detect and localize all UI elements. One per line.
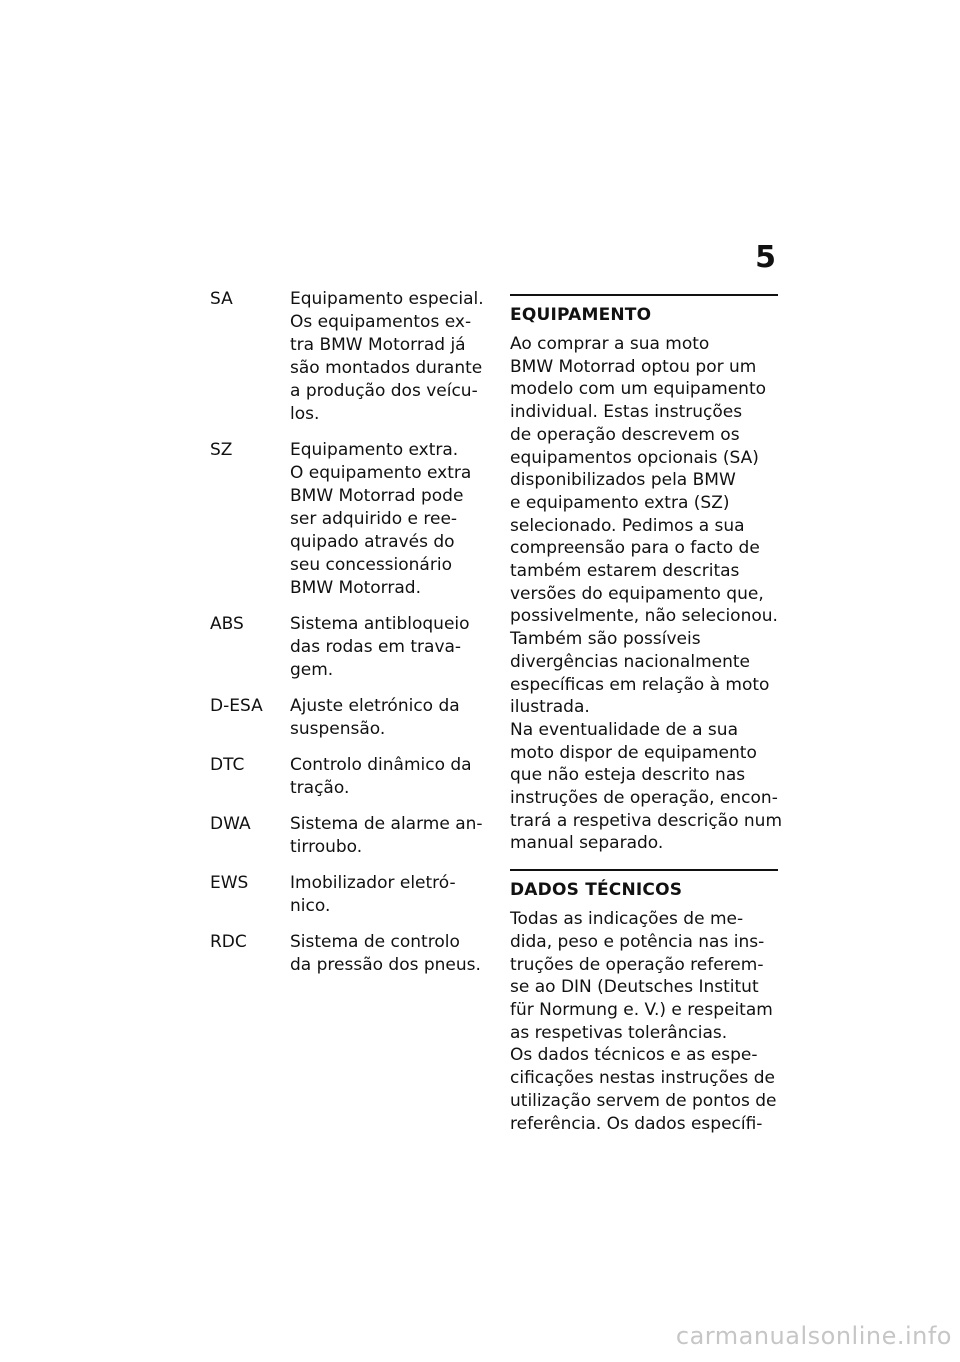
body-line: selecionado. Pedimos a sua (510, 515, 745, 536)
abbreviation-entry (210, 439, 490, 600)
definition-line: tra BMW Motorrad já (290, 335, 466, 355)
definition-line: quipado através do (290, 532, 455, 552)
abbreviation-term: SZ (210, 440, 233, 460)
abbreviation-term: D-ESA (210, 696, 263, 716)
page-number: 5 (755, 240, 776, 275)
body-line: für Normung e. V.) e respeitam (510, 999, 773, 1020)
body-line: ilustrada. (510, 697, 590, 718)
body-line: individual. Estas instruções (510, 402, 743, 423)
definition-line: tirroubo. (290, 837, 363, 857)
definition-line: Os equipamentos ex- (290, 312, 472, 332)
body-line: as respetivas tolerâncias. (510, 1022, 728, 1043)
body-line: Também são possíveis (510, 629, 701, 650)
body-line: Os dados técnicos e as espe- (510, 1045, 758, 1066)
body-line: específicas em relação à moto (510, 674, 770, 695)
definition-line: da pressão dos pneus. (290, 955, 481, 975)
definition-line: gem. (290, 660, 334, 680)
abbreviation-entry (210, 613, 490, 682)
definition-line: BMW Motorrad. (290, 578, 421, 598)
definition-line: Ajuste eletrónico da (290, 696, 460, 716)
abbreviation-definition (290, 695, 486, 741)
definition-line: O equipamento extra (290, 463, 472, 483)
body-line: disponibilizados pela BMW (510, 470, 736, 491)
abbreviation-entry (210, 754, 490, 800)
abbreviation-term: ABS (210, 614, 244, 634)
definition-line: Sistema de controlo (290, 932, 460, 952)
body-line: instruções de operação, encon- (510, 788, 778, 809)
definition-line: ser adquirido e ree- (290, 509, 458, 529)
abbreviation-term: EWS (210, 873, 249, 893)
abbreviation-definition (290, 931, 486, 977)
abbreviation-definition (290, 872, 486, 918)
definition-line: BMW Motorrad pode (290, 486, 464, 506)
body-line: BMW Motorrad optou por um (510, 356, 757, 377)
abbreviation-entry (210, 288, 490, 426)
body-line: Todas as indicações de me- (510, 909, 744, 930)
body-line: cificações nestas instruções de (510, 1068, 775, 1089)
right-column (510, 294, 782, 1149)
section-title: DADOS TÉCNICOS (510, 880, 683, 901)
definition-line: são montados durante (290, 358, 483, 378)
definition-line: Sistema de alarme an- (290, 814, 483, 834)
definition-line: tração. (290, 778, 350, 798)
body-line: Na eventualidade de a sua (510, 719, 738, 740)
body-line: dida, peso e potência nas ins- (510, 931, 765, 952)
abbreviation-definition (290, 288, 486, 426)
body-line: truções de operação referem- (510, 954, 764, 975)
body-line: compreensão para o facto de (510, 538, 760, 559)
definition-line: suspensão. (290, 719, 386, 739)
body-line: que não esteja descrito nas (510, 765, 746, 786)
body-line: também estarem descritas (510, 561, 740, 582)
section-body (510, 333, 782, 855)
abbreviation-definition (290, 813, 486, 859)
abbreviation-term: SA (210, 289, 233, 309)
abbreviation-entry (210, 931, 490, 977)
body-line: possivelmente, não selecionou. (510, 606, 778, 627)
body-line: moto dispor de equipamento (510, 742, 757, 763)
abbreviation-definition (290, 613, 486, 682)
abbreviation-entry (210, 872, 490, 918)
section-title: EQUIPAMENTO (510, 305, 652, 325)
body-line: equipamentos opcionais (SA) (510, 447, 759, 468)
definition-line: Imobilizador eletró- (290, 873, 456, 893)
body-line: e equipamento extra (SZ) (510, 492, 730, 513)
definition-line: los. (290, 404, 320, 424)
abbreviation-term: DTC (210, 755, 245, 775)
body-line: utilização servem de pontos de (510, 1090, 777, 1111)
section-divider (510, 294, 778, 296)
definition-line: Sistema antibloqueio (290, 614, 470, 634)
abbreviation-term: RDC (210, 932, 247, 952)
body-line: referência. Os dados específi- (510, 1113, 763, 1134)
abbreviation-definition (290, 439, 486, 600)
body-line: de operação descrevem os (510, 424, 740, 445)
section-equipamento (510, 294, 782, 855)
abbreviation-list (210, 288, 490, 990)
body-line: se ao DIN (Deutsches Institut (510, 977, 759, 998)
watermark-text: carmanualsonline.info (675, 1322, 952, 1350)
body-line: trará a respetiva descrição num (510, 810, 782, 831)
definition-line: a produção dos veícu- (290, 381, 478, 401)
body-line: divergências nacionalmente (510, 651, 750, 672)
definition-line: Equipamento especial. (290, 289, 484, 309)
body-line: modelo com um equipamento (510, 379, 767, 400)
body-line: Ao comprar a sua moto (510, 334, 710, 354)
section-body (510, 908, 778, 1135)
abbreviation-entry (210, 813, 490, 859)
abbreviation-entry (210, 695, 490, 741)
definition-line: nico. (290, 896, 331, 916)
body-line: versões do equipamento que, (510, 583, 764, 604)
definition-line: Controlo dinâmico da (290, 755, 472, 775)
body-line: manual separado. (510, 833, 664, 854)
section-divider (510, 869, 778, 871)
section-dados-tecnicos (510, 869, 778, 1135)
definition-line: Equipamento extra. (290, 440, 459, 460)
abbreviation-term: DWA (210, 814, 251, 834)
abbreviation-definition (290, 754, 486, 800)
definition-line: das rodas em trava- (290, 637, 462, 657)
definition-line: seu concessionário (290, 555, 452, 575)
